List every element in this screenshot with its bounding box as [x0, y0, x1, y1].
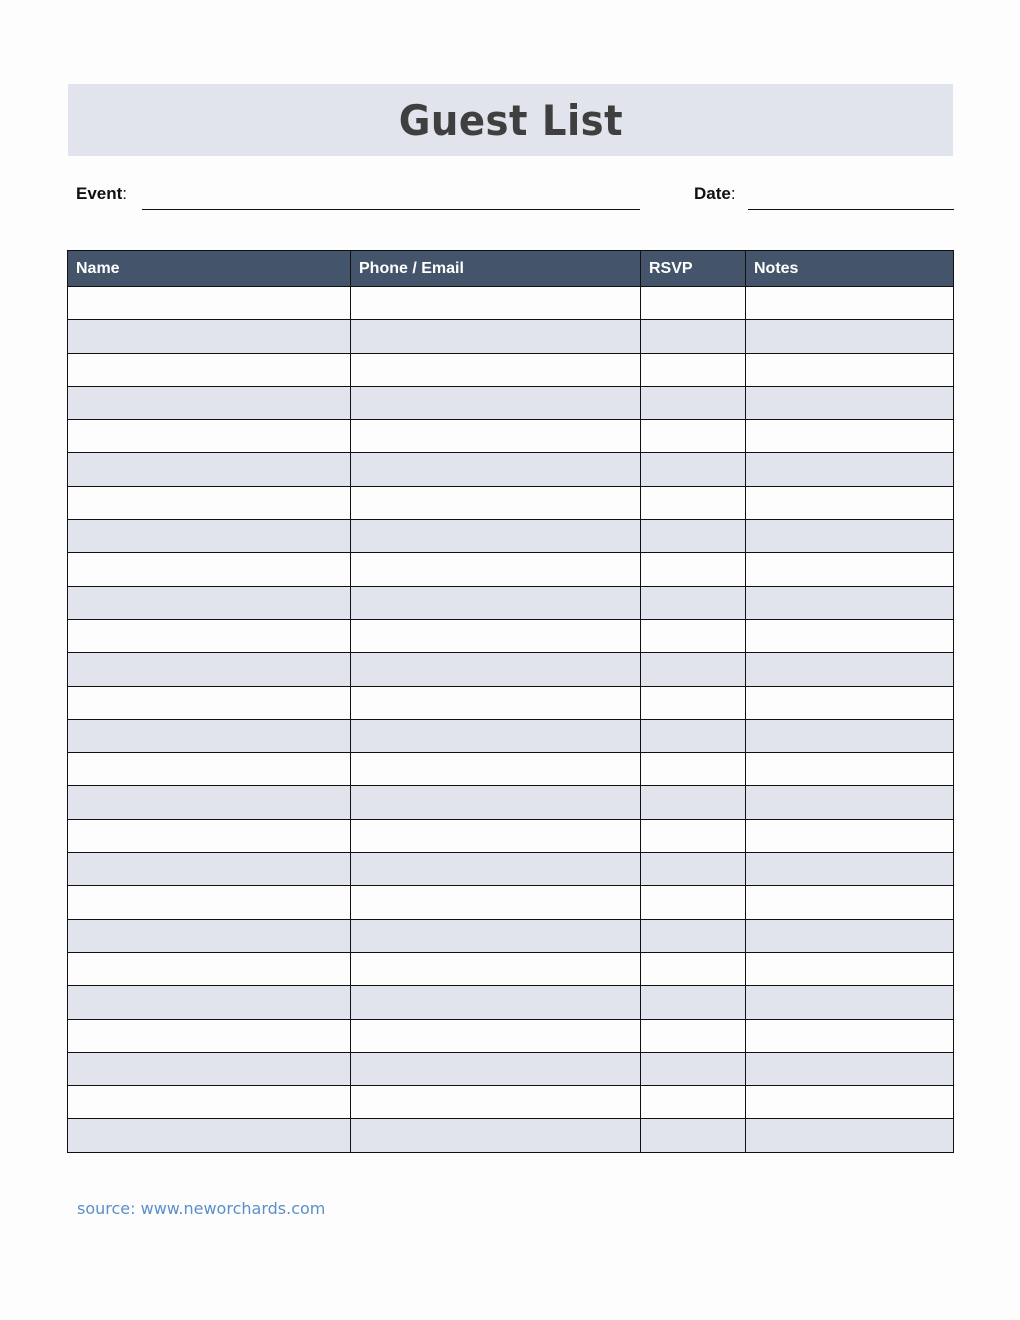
- cell-notes[interactable]: [746, 986, 954, 1019]
- cell-name[interactable]: [68, 320, 351, 353]
- cell-phone-email[interactable]: [351, 853, 641, 886]
- cell-rsvp[interactable]: [641, 553, 746, 586]
- cell-phone-email[interactable]: [351, 320, 641, 353]
- cell-notes[interactable]: [746, 420, 954, 453]
- cell-rsvp[interactable]: [641, 320, 746, 353]
- cell-name[interactable]: [68, 586, 351, 619]
- table-row: [68, 686, 954, 719]
- column-header-notes: Notes: [746, 251, 954, 287]
- cell-phone-email[interactable]: [351, 653, 641, 686]
- cell-notes[interactable]: [746, 1019, 954, 1052]
- cell-name[interactable]: [68, 453, 351, 486]
- cell-name[interactable]: [68, 486, 351, 519]
- cell-notes[interactable]: [746, 553, 954, 586]
- table-row: [68, 753, 954, 786]
- table-row: [68, 520, 954, 553]
- cell-name[interactable]: [68, 1019, 351, 1052]
- cell-notes[interactable]: [746, 819, 954, 852]
- table-row: [68, 386, 954, 419]
- cell-rsvp[interactable]: [641, 886, 746, 919]
- cell-notes[interactable]: [746, 952, 954, 985]
- cell-notes[interactable]: [746, 386, 954, 419]
- cell-notes[interactable]: [746, 353, 954, 386]
- cell-notes[interactable]: [746, 320, 954, 353]
- cell-rsvp[interactable]: [641, 1019, 746, 1052]
- table-row: [68, 952, 954, 985]
- cell-name[interactable]: [68, 386, 351, 419]
- table-row: [68, 1086, 954, 1119]
- cell-phone-email[interactable]: [351, 386, 641, 419]
- cell-phone-email[interactable]: [351, 919, 641, 952]
- cell-name[interactable]: [68, 1086, 351, 1119]
- cell-rsvp[interactable]: [641, 753, 746, 786]
- cell-rsvp[interactable]: [641, 353, 746, 386]
- cell-phone-email[interactable]: [351, 1019, 641, 1052]
- cell-name[interactable]: [68, 287, 351, 320]
- cell-rsvp[interactable]: [641, 919, 746, 952]
- cell-rsvp[interactable]: [641, 719, 746, 752]
- cell-phone-email[interactable]: [351, 1119, 641, 1152]
- cell-rsvp[interactable]: [641, 453, 746, 486]
- cell-name[interactable]: [68, 353, 351, 386]
- cell-notes[interactable]: [746, 453, 954, 486]
- event-field: [76, 180, 640, 210]
- cell-rsvp[interactable]: [641, 520, 746, 553]
- table-row: [68, 919, 954, 952]
- cell-phone-email[interactable]: [351, 819, 641, 852]
- date-field: [694, 180, 954, 210]
- cell-notes[interactable]: [746, 719, 954, 752]
- column-header-rsvp: RSVP: [641, 251, 746, 287]
- cell-rsvp[interactable]: [641, 1119, 746, 1152]
- cell-notes[interactable]: [746, 919, 954, 952]
- cell-name[interactable]: [68, 1119, 351, 1152]
- cell-rsvp[interactable]: [641, 653, 746, 686]
- cell-phone-email[interactable]: [351, 453, 641, 486]
- cell-phone-email[interactable]: [351, 719, 641, 752]
- cell-name[interactable]: [68, 653, 351, 686]
- cell-phone-email[interactable]: [351, 753, 641, 786]
- source-credit: source: www.neworchards.com: [77, 1199, 326, 1218]
- cell-phone-email[interactable]: [351, 686, 641, 719]
- cell-phone-email[interactable]: [351, 1052, 641, 1085]
- table-row: [68, 653, 954, 686]
- cell-name[interactable]: [68, 853, 351, 886]
- cell-rsvp[interactable]: [641, 420, 746, 453]
- cell-phone-email[interactable]: [351, 1086, 641, 1119]
- table-row: [68, 553, 954, 586]
- cell-notes[interactable]: [746, 686, 954, 719]
- cell-phone-email[interactable]: [351, 420, 641, 453]
- table-row: [68, 1019, 954, 1052]
- cell-name[interactable]: [68, 786, 351, 819]
- table-row: [68, 420, 954, 453]
- cell-notes[interactable]: [746, 619, 954, 652]
- table-row: [68, 1119, 954, 1152]
- table-row: [68, 719, 954, 752]
- cell-rsvp[interactable]: [641, 386, 746, 419]
- table-row: [68, 586, 954, 619]
- cell-rsvp[interactable]: [641, 486, 746, 519]
- table-row: [68, 619, 954, 652]
- date-label: Date:: [694, 184, 736, 203]
- cell-phone-email[interactable]: [351, 886, 641, 919]
- cell-notes[interactable]: [746, 520, 954, 553]
- guest-table: [67, 250, 954, 1153]
- cell-notes[interactable]: [746, 786, 954, 819]
- cell-rsvp[interactable]: [641, 952, 746, 985]
- event-input-line[interactable]: [142, 181, 640, 210]
- table-row: [68, 353, 954, 386]
- cell-name[interactable]: [68, 952, 351, 985]
- date-input-line[interactable]: [748, 181, 954, 210]
- cell-rsvp[interactable]: [641, 986, 746, 1019]
- table-row: [68, 786, 954, 819]
- cell-phone-email[interactable]: [351, 287, 641, 320]
- table-row: [68, 320, 954, 353]
- cell-notes[interactable]: [746, 287, 954, 320]
- table-row: [68, 1052, 954, 1085]
- cell-phone-email[interactable]: [351, 952, 641, 985]
- cell-rsvp[interactable]: [641, 586, 746, 619]
- table-row: [68, 819, 954, 852]
- column-header-name: Name: [68, 251, 351, 287]
- cell-rsvp[interactable]: [641, 1052, 746, 1085]
- cell-notes[interactable]: [746, 853, 954, 886]
- cell-name[interactable]: [68, 886, 351, 919]
- table-row: [68, 453, 954, 486]
- cell-rsvp[interactable]: [641, 1086, 746, 1119]
- event-label: Event:: [76, 184, 128, 203]
- cell-rsvp[interactable]: [641, 786, 746, 819]
- cell-rsvp[interactable]: [641, 853, 746, 886]
- cell-phone-email[interactable]: [351, 786, 641, 819]
- table-row: [68, 287, 954, 320]
- cell-phone-email[interactable]: [351, 520, 641, 553]
- page-title: Guest List: [398, 95, 623, 145]
- cell-notes[interactable]: [746, 653, 954, 686]
- cell-name[interactable]: [68, 753, 351, 786]
- cell-name[interactable]: [68, 553, 351, 586]
- cell-notes[interactable]: [746, 486, 954, 519]
- cell-rsvp[interactable]: [641, 686, 746, 719]
- cell-notes[interactable]: [746, 1052, 954, 1085]
- table-row: [68, 886, 954, 919]
- cell-name[interactable]: [68, 719, 351, 752]
- cell-phone-email[interactable]: [351, 586, 641, 619]
- cell-notes[interactable]: [746, 1086, 954, 1119]
- table-row: [68, 986, 954, 1019]
- cell-name[interactable]: [68, 619, 351, 652]
- cell-phone-email[interactable]: [351, 553, 641, 586]
- cell-rsvp[interactable]: [641, 619, 746, 652]
- column-header-phone-email: Phone / Email: [351, 251, 641, 287]
- table-row: [68, 853, 954, 886]
- cell-notes[interactable]: [746, 1119, 954, 1152]
- cell-name[interactable]: [68, 686, 351, 719]
- cell-notes[interactable]: [746, 753, 954, 786]
- cell-phone-email[interactable]: [351, 353, 641, 386]
- cell-name[interactable]: [68, 520, 351, 553]
- cell-rsvp[interactable]: [641, 819, 746, 852]
- cell-notes[interactable]: [746, 586, 954, 619]
- cell-name[interactable]: [68, 420, 351, 453]
- title-banner: [68, 84, 953, 156]
- cell-rsvp[interactable]: [641, 287, 746, 320]
- cell-phone-email[interactable]: [351, 619, 641, 652]
- cell-notes[interactable]: [746, 886, 954, 919]
- cell-phone-email[interactable]: [351, 986, 641, 1019]
- cell-name[interactable]: [68, 986, 351, 1019]
- cell-phone-email[interactable]: [351, 486, 641, 519]
- cell-name[interactable]: [68, 1052, 351, 1085]
- table-row: [68, 486, 954, 519]
- table-header-row: [68, 251, 954, 287]
- cell-name[interactable]: [68, 919, 351, 952]
- cell-name[interactable]: [68, 819, 351, 852]
